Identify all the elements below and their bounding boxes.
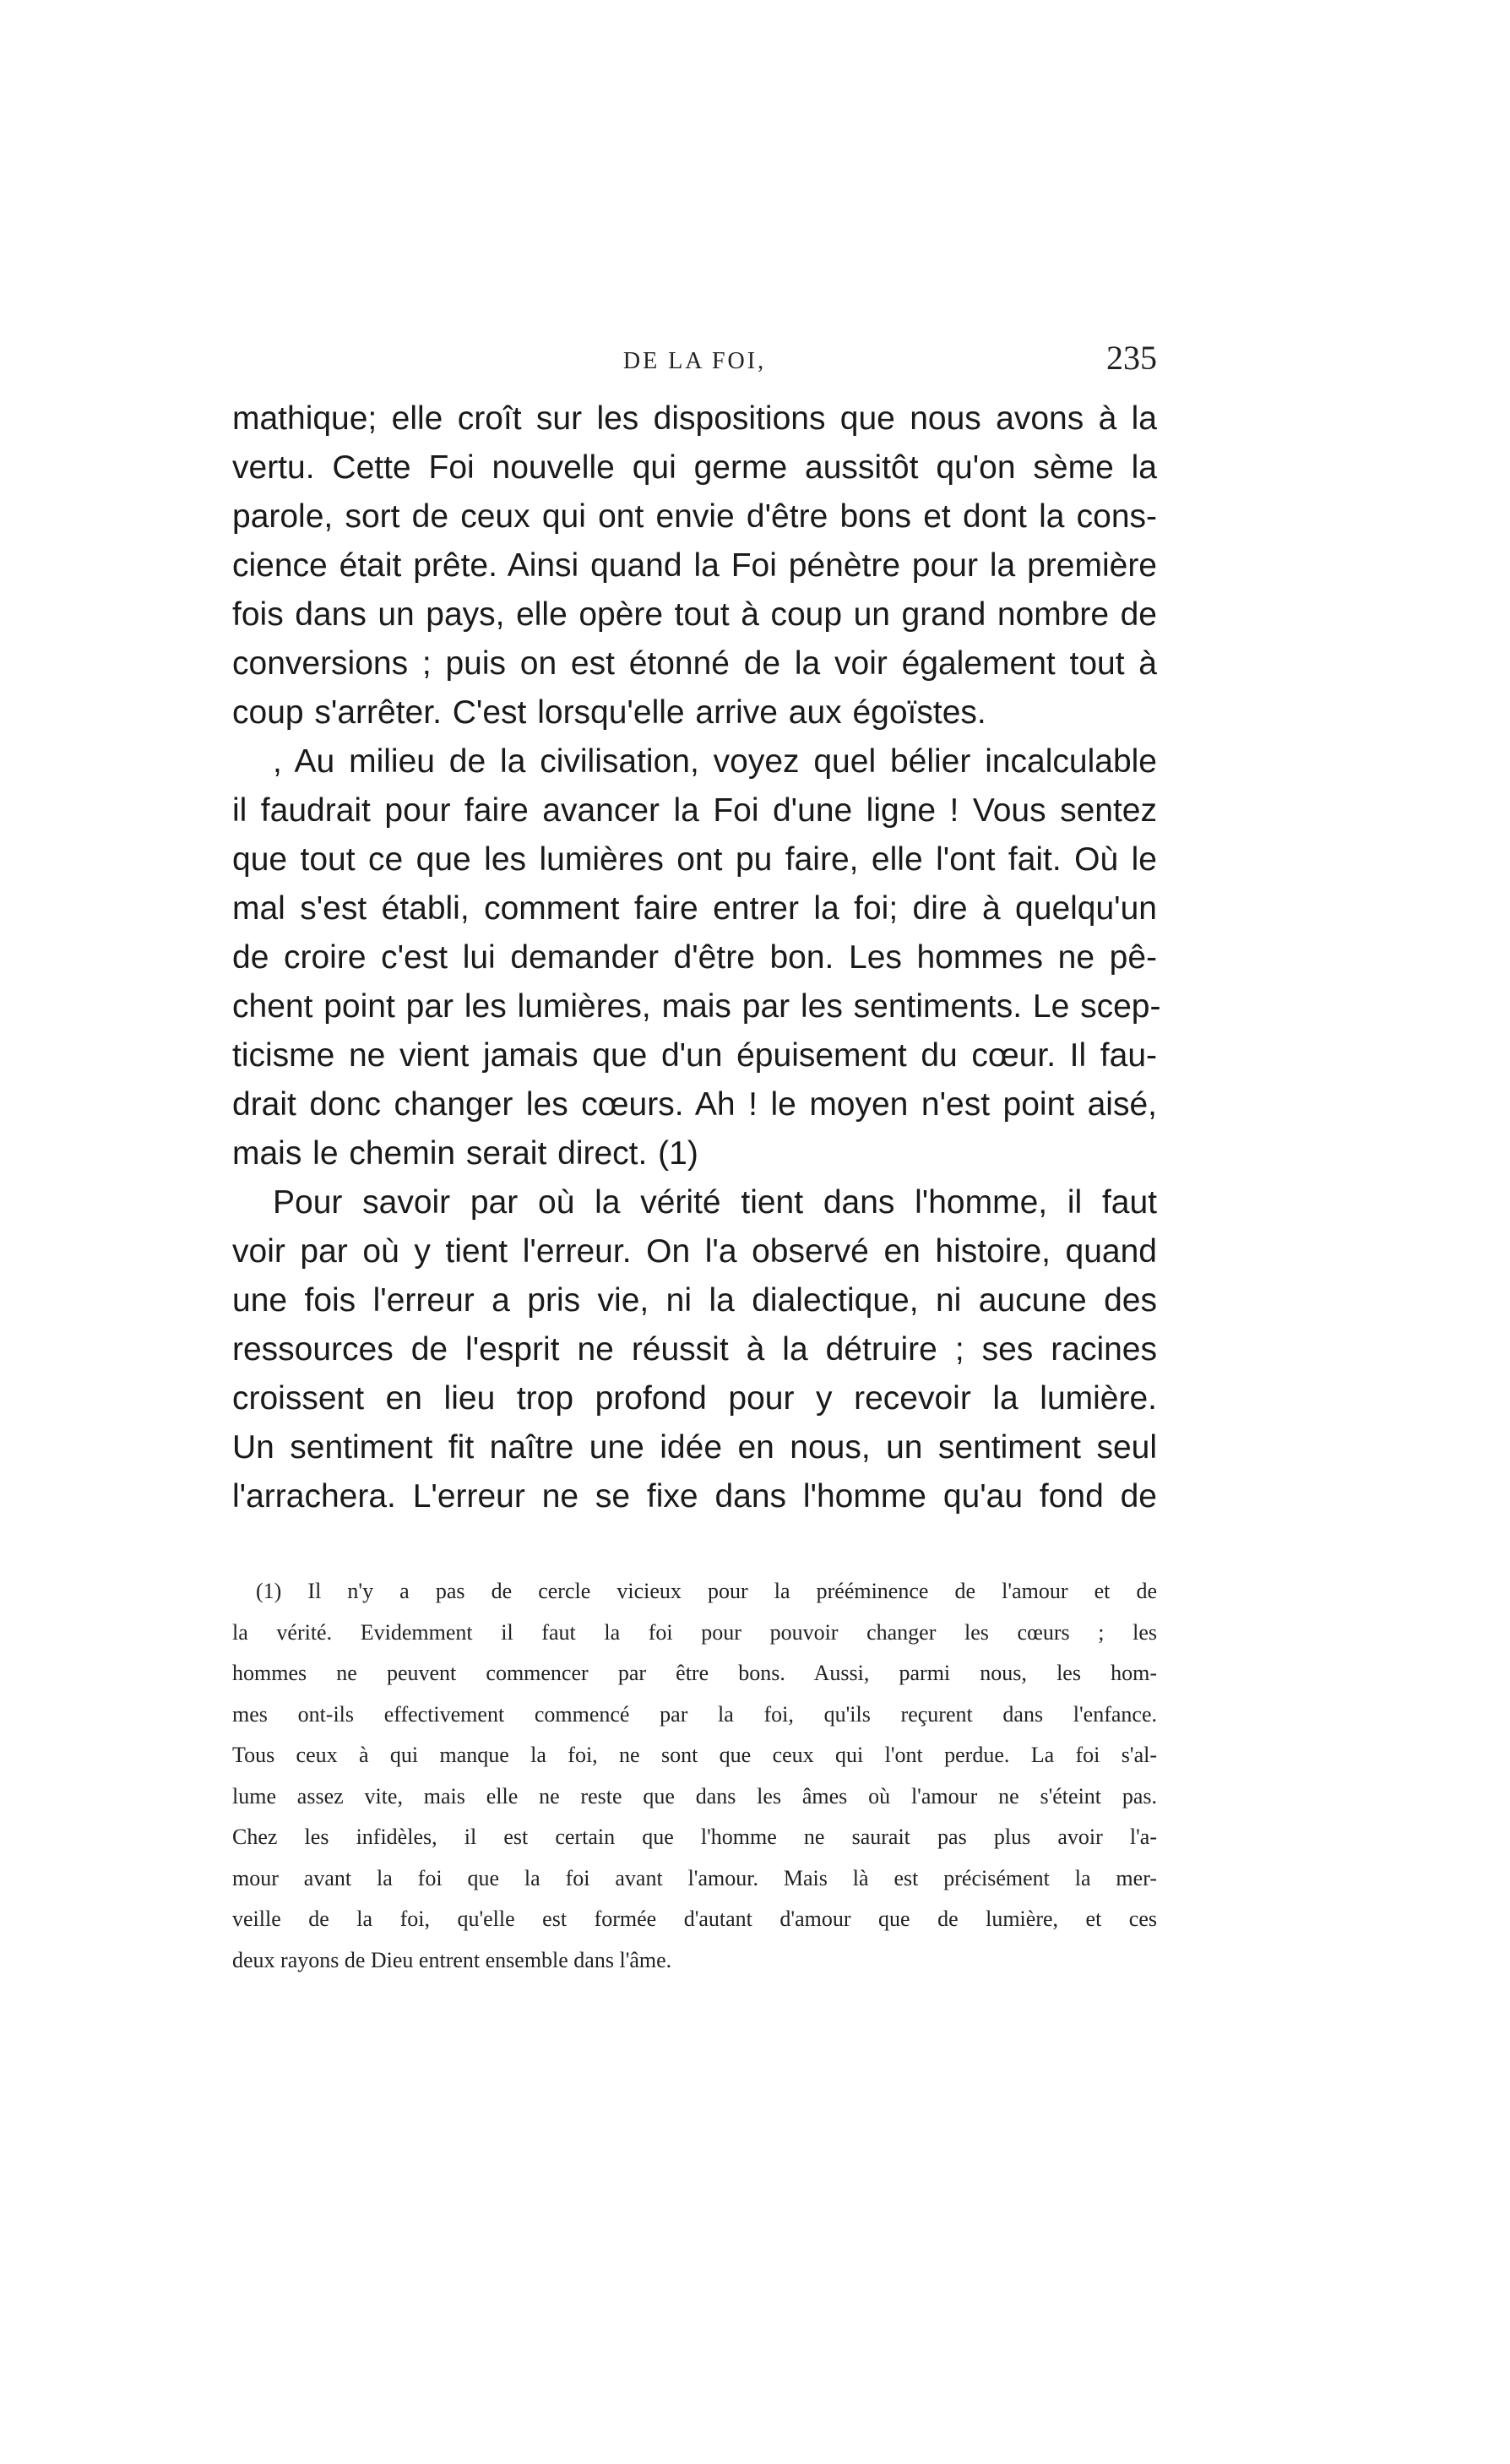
body-line: une fois l'erreur a pris vie, ni la dialectique, ni aucune des (232, 1282, 1157, 1319)
body-line: mal s'est établi, comment faire entrer la foi; dire à quelqu'un (232, 890, 1157, 927)
body-line: ticisme ne vient jamais que d'un épuisement du cœur. Il fau- (232, 1037, 1157, 1074)
footnote-line: mour avant la foi que la foi avant l'amour. Mais là est précisément la mer- (232, 1865, 1157, 1890)
footnote-line: veille de la foi, qu'elle est formée d'autant d'amour que de lumière, et ces (232, 1906, 1157, 1931)
body-line: l'arrachera. L'erreur ne se fixe dans l'homme qu'au fond de (232, 1478, 1157, 1515)
footnote-line: mes ont-ils effectivement commencé par la foi, qu'ils reçurent dans l'enfance. (232, 1701, 1157, 1727)
body-line: fois dans un pays, elle opère tout à coup un grand nombre de (232, 596, 1157, 633)
body-line: mais le chemin serait direct. (1) (232, 1135, 698, 1172)
body-line: drait donc changer les cœurs. Ah ! le moyen n'est point aisé, (232, 1086, 1157, 1123)
body-line: de croire c'est lui demander d'être bon. Les hommes ne pê- (232, 939, 1157, 976)
running-title: DE LA FOI, (622, 348, 767, 374)
body-line: chent point par les lumières, mais par les sentiments. Le scep- (232, 988, 1161, 1025)
body-line: croissent en lieu trop profond pour y recevoir la lumière. (232, 1380, 1157, 1417)
footnote-line: Tous ceux à qui manque la foi, ne sont que ceux qui l'ont perdue. La foi s'al- (232, 1743, 1157, 1767)
body-line: ressources de l'esprit ne réussit à la détruire ; ses racines (232, 1331, 1157, 1368)
footnote-line: (1) Il n'y a pas de cercle vicieux pour la prééminence de l'amour et de (256, 1579, 1157, 1603)
body-line: Un sentiment fit naître une idée en nous, un sentiment seul (232, 1429, 1157, 1466)
page-number: 235 (1106, 339, 1157, 377)
body-line: voir par où y tient l'erreur. On l'a observé en histoire, quand (232, 1233, 1157, 1270)
body-line: Pour savoir par où la vérité tient dans l'homme, il faut (273, 1184, 1157, 1221)
body-line: coup s'arrêter. C'est lorsqu'elle arrive aux égoïstes. (232, 694, 986, 731)
body-line: vertu. Cette Foi nouvelle qui germe aussitôt qu'on sème la (232, 449, 1157, 486)
body-line: cience était prête. Ainsi quand la Foi pénètre pour la première (232, 547, 1157, 584)
running-head (232, 338, 1157, 389)
footnote-line: lume assez vite, mais elle ne reste que dans les âmes où l'amour ne s'éteint pas. (232, 1783, 1157, 1809)
footnote-line: Chez les infidèles, il est certain que l'homme ne saurait pas plus avoir l'a- (232, 1825, 1157, 1849)
body-line: mathique; elle croît sur les dispositions que nous avons à la (232, 400, 1157, 437)
body-line: il faudrait pour faire avancer la Foi d'une ligne ! Vous sentez (232, 792, 1157, 829)
body-line: que tout ce que les lumières ont pu faire, elle l'ont fait. Où le (232, 841, 1157, 878)
body-line: parole, sort de ceux qui ont envie d'être bons et dont la cons- (232, 498, 1157, 535)
body-line: , Au milieu de la civilisation, voyez quel bélier incalculable (273, 743, 1157, 780)
footnote-line: hommes ne peuvent commencer par être bons. Aussi, parmi nous, les hom- (232, 1661, 1157, 1685)
body-text (232, 394, 1161, 1521)
body-line: conversions ; puis on est étonné de la voir également tout à (232, 645, 1157, 682)
footnote (232, 1571, 1157, 1981)
footnote-line: deux rayons de Dieu entrent ensemble dans l'âme. (232, 1947, 672, 1972)
footnote-line: la vérité. Evidemment il faut la foi pour pouvoir changer les cœurs ; les (232, 1619, 1157, 1645)
